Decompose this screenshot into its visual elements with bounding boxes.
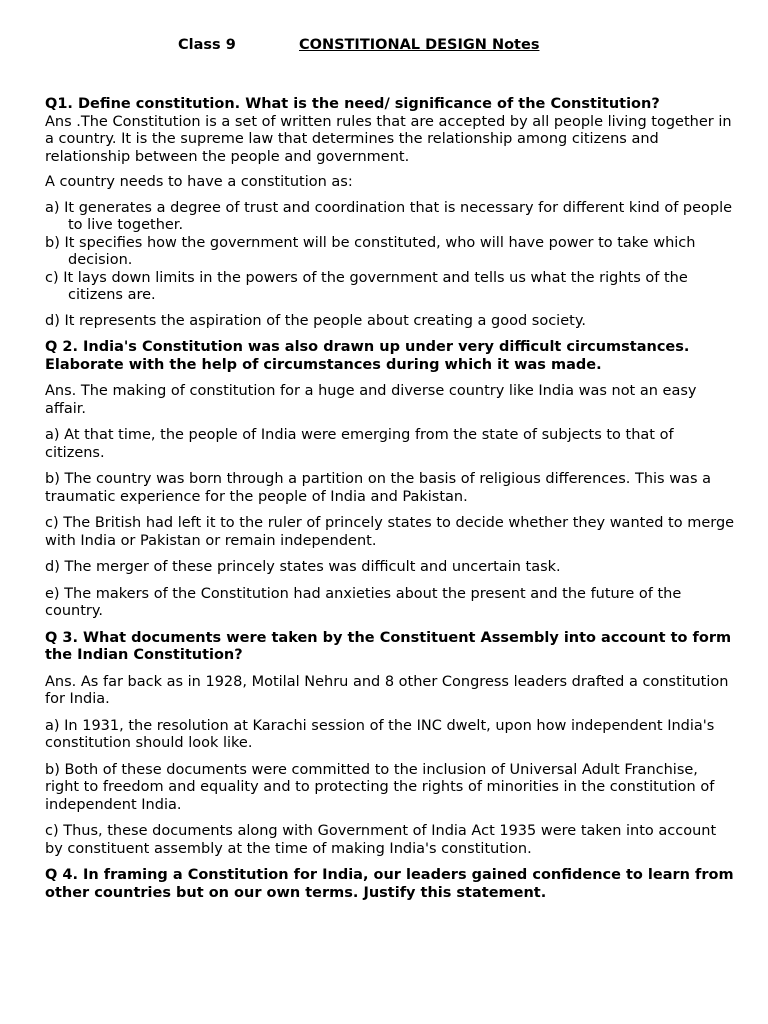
- q1-point-a: a) It generates a degree of trust and coordination that is necessary for different kind of people to live together.: [45, 199, 733, 233]
- class-label: Class 9: [178, 37, 236, 53]
- document-page: [45, 36, 735, 902]
- q3-point-c: c) Thus, these documents along with Government of India Act 1935 were taken into account by constituent assembly at the time of making India's constitution.: [45, 823, 717, 857]
- q3-question: Q 3. What documents were taken by the Constituent Assembly into account to form the Indian Constitution?: [45, 629, 732, 663]
- q3-point-a: a) In 1931, the resolution at Karachi session of the INC dwelt, upon how independent India's constitution should look like.: [45, 717, 715, 751]
- q1-points: [45, 200, 735, 331]
- document-title: CONSTITIONAL DESIGN Notes: [299, 37, 540, 53]
- q1-question: Q1. Define constitution. What is the need/ significance of the Constitution?: [45, 96, 660, 112]
- q2-question: Q 2. India's Constitution was also drawn up under very difficult circumstances. Elaborate with the help of circumstances during which it was made.: [45, 339, 690, 373]
- q2-point-e: e) The makers of the Constitution had anxieties about the present and the future of the country.: [45, 585, 682, 619]
- q1-answer: Ans .The Constitution is a set of written rules that are accepted by all people living together in a country. It is the supreme law that determines the relationship among citizens and relationship between the people and government.: [45, 113, 732, 165]
- q2-point-a: a) At that time, the people of India were emerging from the state of subjects to that of citizens.: [45, 427, 674, 461]
- page-header: [178, 36, 735, 54]
- q3-answer: Ans. As far back as in 1928, Motilal Nehru and 8 other Congress leaders drafted a constitution for India.: [45, 673, 729, 707]
- q2-point-b: b) The country was born through a partition on the basis of religious differences. This was a traumatic experience for the people of India and Pakistan.: [45, 471, 711, 505]
- q1-point-d: d) It represents the aspiration of the people about creating a good society.: [45, 312, 586, 329]
- q1-point-b: b) It specifies how the government will be constituted, who will have power to take which decision.: [45, 234, 696, 268]
- q3-point-b: b) Both of these documents were committed to the inclusion of Universal Adult Franchise, right to freedom and equality and to protecting the rights of minorities in the constitution of independent India.: [45, 761, 715, 813]
- q2-point-c: c) The British had left it to the ruler of princely states to decide whether they wanted to merge with India or Pakistan or remain independent.: [45, 515, 735, 549]
- q2-point-d: d) The merger of these princely states was difficult and uncertain task.: [45, 559, 561, 575]
- q1-point-c: c) It lays down limits in the powers of the government and tells us what the rights of the citizens are.: [45, 269, 688, 303]
- q4-question: Q 4. In framing a Constitution for India, our leaders gained confidence to learn from other countries but on our own terms. Justify this statement.: [45, 867, 734, 901]
- q1-intro: A country needs to have a constitution as:: [45, 174, 353, 190]
- q2-answer: Ans. The making of constitution for a huge and diverse country like India was not an easy affair.: [45, 383, 697, 417]
